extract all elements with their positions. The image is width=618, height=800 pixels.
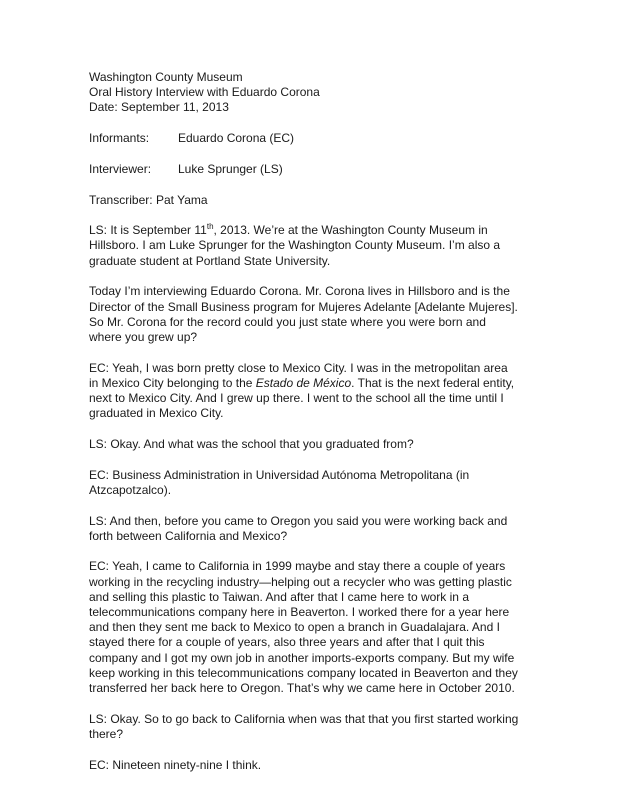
interviewer-row [89,162,578,177]
paragraph-line: and then they sent me back to Mexico to open a branch in Guadalajara. And I [89,620,500,635]
transcriber-label: Transcriber: [89,192,153,207]
paragraph-line: EC: Yeah, I was born pretty close to Mexico City. I was in the metropolitan area [89,360,508,375]
paragraph-line: LS: Okay. So to go back to California when was that that you first started working [89,711,519,726]
paragraph-line: So Mr. Corona for the record could you just state where you were born and [89,314,486,329]
paragraph-line: keep working in this telecommunications company located in Beaverton and they [89,665,518,680]
informants-value: Eduardo Corona (EC) [178,131,295,146]
paragraph-line: graduated in Mexico City. [89,406,224,421]
document-header [89,70,578,116]
interview-date: Date: September 11, 2013 [89,100,229,115]
transcriber-value: Pat Yama [156,192,208,207]
paragraph-line: there? [89,727,124,741]
paragraph-line: transferred her back here to Oregon. That’s why we came here in October 2010. [89,681,515,696]
italic-term: Estado de México [255,375,352,390]
paragraph-8 [89,712,578,742]
paragraph-4 [89,437,578,452]
informants-label: Informants: [89,131,150,146]
paragraph-3 [89,361,578,422]
ordinal-suffix: th [206,222,214,232]
transcriber-row [89,193,578,208]
paragraph-line: telecommunications company here in Beaverton. I worked there for a year here [89,605,510,620]
paragraph-line: next to Mexico City. And I grew up there. I went to the school all the time until I [89,391,504,406]
paragraph-line: stayed there for a couple of years, also three years and after that I quit this [89,635,485,650]
paragraph-line: EC: Nineteen ninety-nine I think. [89,757,262,772]
paragraph-5 [89,468,578,498]
paragraph-line: Today I’m interviewing Eduardo Corona. Mr. Corona lives in Hillsboro and is the [89,284,510,299]
paragraph-7 [89,559,578,696]
interview-title: Oral History Interview with Eduardo Corona [89,85,320,100]
museum-name: Washington County Museum [89,70,243,84]
paragraph-line: forth between California and Mexico? [89,528,288,543]
paragraph-line: Director of the Small Business program for Mujeres Adelante [Adelante Mujeres]. [89,299,518,314]
paragraph-line: LS: Okay. And what was the school that you graduated from? [89,436,414,451]
paragraph-9 [89,758,578,773]
paragraph-line: company and I got my own job in another imports-exports company. But my wife [89,650,515,665]
interviewer-label: Interviewer: [89,161,152,176]
paragraph-line: LS: And then, before you came to Oregon you said you were working back and [89,513,508,528]
paragraph-line: where you grew up? [89,329,198,344]
paragraph-line: in Mexico City belonging to the Estado de México. That is the next federal entity, [89,375,515,390]
paragraph-6 [89,514,578,544]
paragraph-line: and selling this plastic to Taiwan. And after that I came here to work in a [89,589,469,604]
paragraph-line: Hillsboro. I am Luke Sprunger for the Washington County Museum. I’m also a [89,238,501,253]
paragraph-2 [89,284,578,345]
paragraph-line: EC: Business Administration in Universidad Autónoma Metropolitana (in [89,467,470,482]
paragraph-line: working in the recycling industry—helping out a recycler who was getting plastic [89,574,512,589]
paragraph-1 [89,223,578,269]
paragraph-line: LS: It is September 11th, 2013. We’re at the Washington County Museum in [89,222,488,238]
interviewer-value: Luke Sprunger (LS) [178,161,283,176]
paragraph-line: graduate student at Portland State University. [89,253,331,268]
paragraph-line: EC: Yeah, I came to California in 1999 maybe and stay there a couple of years [89,559,506,574]
informants-row [89,131,578,146]
paragraph-line: Atzcapotzalco). [89,482,172,497]
